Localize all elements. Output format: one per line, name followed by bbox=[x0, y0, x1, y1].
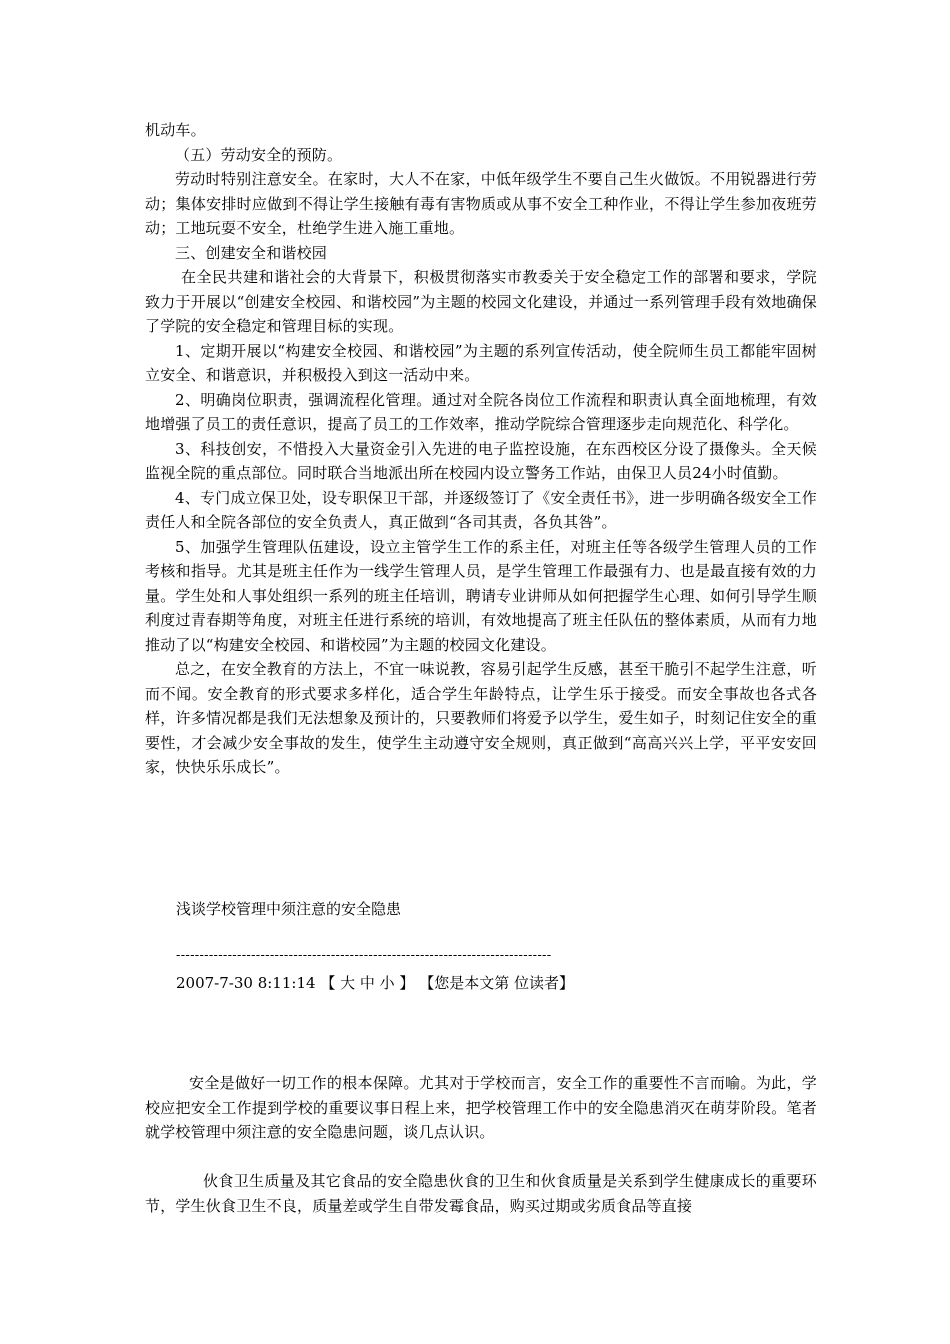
paragraph-vehicle-end: 机动车。 bbox=[145, 121, 206, 139]
paragraph-conclusion: 总之，在安全教育的方法上，不宜一味说教，容易引起学生反感，甚至干脆引不起学生注意，听而不闻。安全教育的形式要求多样化，适合学生年龄特点，让学生乐于接受。而安全事故也各式各样，许多情况都是我们无法想象及预计的，只要教师们将爱予以学生，爱生如子，时刻记住安全的重要性，才会减少安全事故的发生，使学生主动遵守安全规则，真正做到“高高兴兴上学，平平安安回家，快快乐乐成长”。 bbox=[145, 660, 817, 776]
article-meta bbox=[176, 971, 574, 995]
reader-count: 【您是本文第 位读者】 bbox=[419, 974, 574, 992]
paragraph-labor-safety: 劳动时特别注意安全。在家时，大人不在家，中低年级学生不要自己生火做饭。不用锐器进行劳动；集体安排时应做到不得让学生接触有毒有害物质或从事不安全工种作业，不得让学生参加夜班劳动；工地玩耍不安全，杜绝学生进入施工重地。 bbox=[145, 170, 817, 237]
paragraph-item-3: 3、科技创安，不惜投入大量资金引入先进的电子监控设施，在东西校区分设了摄像头。全天候监视全院的重点部位。同时联合当地派出所在校园内设立警务工作站，由保卫人员24小时值勤。 bbox=[145, 439, 817, 482]
paragraph-item-1: 1、定期开展以“构建安全校园、和谐校园”为主题的系列宣传活动，使全院师生员工都能牢固树立安全、和谐意识，并积极投入到这一活动中来。 bbox=[145, 341, 817, 384]
divider-line: -------------------------------------------------------------------------------- bbox=[176, 948, 552, 963]
section-article-intro bbox=[145, 1071, 817, 1145]
paragraph-item-2: 2、明确岗位职责，强调流程化管理。通过对全院各岗位工作流程和职责认真全面地梳理，有效地增强了员工的责任意识，提高了员工的工作效率，推动学院综合管理逐步走向规范化、科学化。 bbox=[145, 390, 817, 433]
article-datetime: 2007-7-30 8:11:14 bbox=[176, 974, 316, 992]
article-title: 浅谈学校管理中须注意的安全隐患 bbox=[176, 900, 402, 918]
paragraph-harmonious-campus-intro: 在全民共建和谐社会的大背景下，积极贯彻落实市教委关于安全稳定工作的部署和要求，学院致力于开展以“创建安全校园、和谐校园”为主题的校园文化建设，并通过一系列管理手段有效地确保了学院的安全稳定和管理目标的实现。 bbox=[145, 268, 817, 335]
section-safety-education bbox=[145, 118, 817, 780]
paragraph-item-5: 5、加强学生管理队伍建设，设立主管学生工作的系主任，对班主任等各级学生管理人员的工作考核和指导。尤其是班主任作为一线学生管理人员，是学生管理工作最强有力、也是最直接有效的力量。学生处和人事处组织一系列的班主任培训，聘请专业讲师从如何把握学生心理、如何引导学生顺利度过青春期等角度，对班主任进行系统的培训，有效地提高了班主任队伍的整体素质，从而有力地推动了以“构建安全校园、和谐校园”为主题的校园文化建设。 bbox=[145, 537, 817, 654]
heading-harmonious-campus: 三、创建安全和谐校园 bbox=[175, 243, 328, 262]
paragraph-item-4: 4、专门成立保卫处，设专职保卫干部，并逐级签订了《安全责任书》，进一步明确各级安全工作责任人和全院各部位的安全负责人，真正做到“各司其责，各负其咎”。 bbox=[145, 488, 817, 531]
paragraph-food-safety: 伙食卫生质量及其它食品的安全隐患伙食的卫生和伙食质量是关系到学生健康成长的重要环节，学生伙食卫生不良，质量差或学生自带发霉食品，购买过期或劣质食品等直接 bbox=[145, 1172, 817, 1215]
heading-labor-safety: （五）劳动安全的预防。 bbox=[175, 145, 343, 164]
font-size-control[interactable]: 【 大 中 小 】 bbox=[320, 974, 415, 992]
section-food-safety bbox=[145, 1169, 817, 1218]
paragraph-article-intro: 安全是做好一切工作的根本保障。尤其对于学校而言，安全工作的重要性不言而喻。为此，学校应把安全工作提到学校的重要议事日程上来，把学校管理工作中的安全隐患消灭在萌芽阶段。笔者就学校管理中须注意的安全隐患问题，谈几点认识。 bbox=[145, 1074, 817, 1141]
